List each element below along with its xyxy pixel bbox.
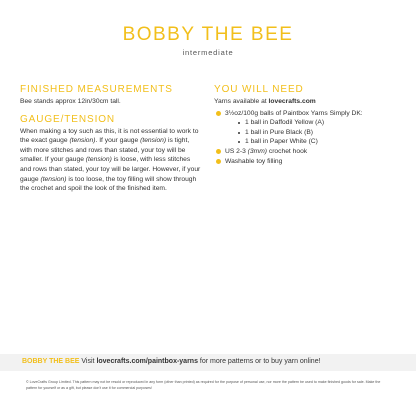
footer-link[interactable]: lovecrafts.com/paintbox-yarns (96, 358, 198, 365)
yarn-color-yellow: 1 ball in Daffodil Yellow (A) (245, 119, 325, 127)
hook-size: (3mm) (247, 147, 267, 155)
sub-bullet-icon (238, 141, 240, 143)
yarn-color-white: 1 ball in Paper White (C) (245, 138, 318, 146)
list-item (225, 137, 400, 147)
you-will-need-heading: YOU WILL NEED (214, 84, 304, 95)
list-item (225, 128, 400, 138)
yarn-color-black: 1 ball in Pure Black (B) (245, 128, 314, 136)
page-title: BOBBY THE BEE (122, 24, 294, 45)
gauge-text-part: . If your gauge (95, 137, 141, 145)
gauge-text-em: (tension) (85, 156, 112, 164)
finished-measurements-text: Bee stands approx 12in/30cm tall. (20, 98, 121, 105)
gauge-text-em: (tension) (40, 175, 67, 183)
footer-text (22, 358, 321, 365)
difficulty-level: intermediate (182, 48, 234, 57)
gauge-text (20, 127, 202, 194)
right-column (214, 84, 400, 166)
list-item (214, 147, 400, 157)
sub-bullet-icon (238, 132, 240, 134)
toy-filling: Washable toy filling (225, 157, 283, 165)
list-item (214, 109, 400, 147)
materials-yarn: 3½oz/100g balls of Paintbox Yarns Simply DK: (225, 109, 363, 117)
gauge-text-em: (tension) (69, 137, 96, 145)
lovecrafts-link[interactable]: lovecrafts.com (268, 98, 316, 105)
footer-rest: for more patterns or to buy yarn online! (197, 358, 321, 365)
gauge-text-part: is too loose, the toy filling will show through the crochet and spoil the look of the finished item. (20, 175, 197, 193)
yarn-colors-list (225, 118, 400, 147)
footer-pattern-name: BOBBY THE BEE (22, 358, 80, 365)
bullet-icon (216, 111, 221, 116)
gauge-heading: GAUGE/TENSION (20, 113, 116, 125)
bullet-icon (216, 159, 221, 164)
copyright-notice: © LoveCrafts Group Limited. This pattern may not be resold or reproduced in any form (other than printed) as required for the purpose of personal use, nor more the pattern be used to make finished goods for sale. Make the pattern for yourself or as a gift, but please don't use it for commercial purposes! (26, 380, 381, 390)
list-item (225, 118, 400, 128)
left-column (20, 84, 202, 194)
hook-text: US 2-3 (225, 147, 248, 155)
bullet-icon (216, 149, 221, 154)
hook-text: crochet hook (267, 147, 308, 155)
materials-list (214, 109, 400, 167)
sub-bullet-icon (238, 122, 240, 124)
finished-measurements-heading: FINISHED MEASUREMENTS (20, 84, 173, 95)
list-item (214, 157, 400, 167)
gauge-text-em: (tension) (140, 137, 167, 145)
footer-visit: Visit (79, 358, 97, 365)
gauge-text-part: is loose, with less stitches and rows than stated, your toy will be larger. However, if your gauge (20, 156, 201, 183)
yarns-available (214, 97, 400, 107)
yarns-intro: Yarns available at (214, 98, 269, 105)
gauge-text-part: When making a toy such as this, it is not essential to work to the exact gauge (20, 127, 199, 145)
gauge-text-part: is tight, with more stitches and rows than stated, your toy will be smaller. If your gauge (20, 137, 190, 164)
